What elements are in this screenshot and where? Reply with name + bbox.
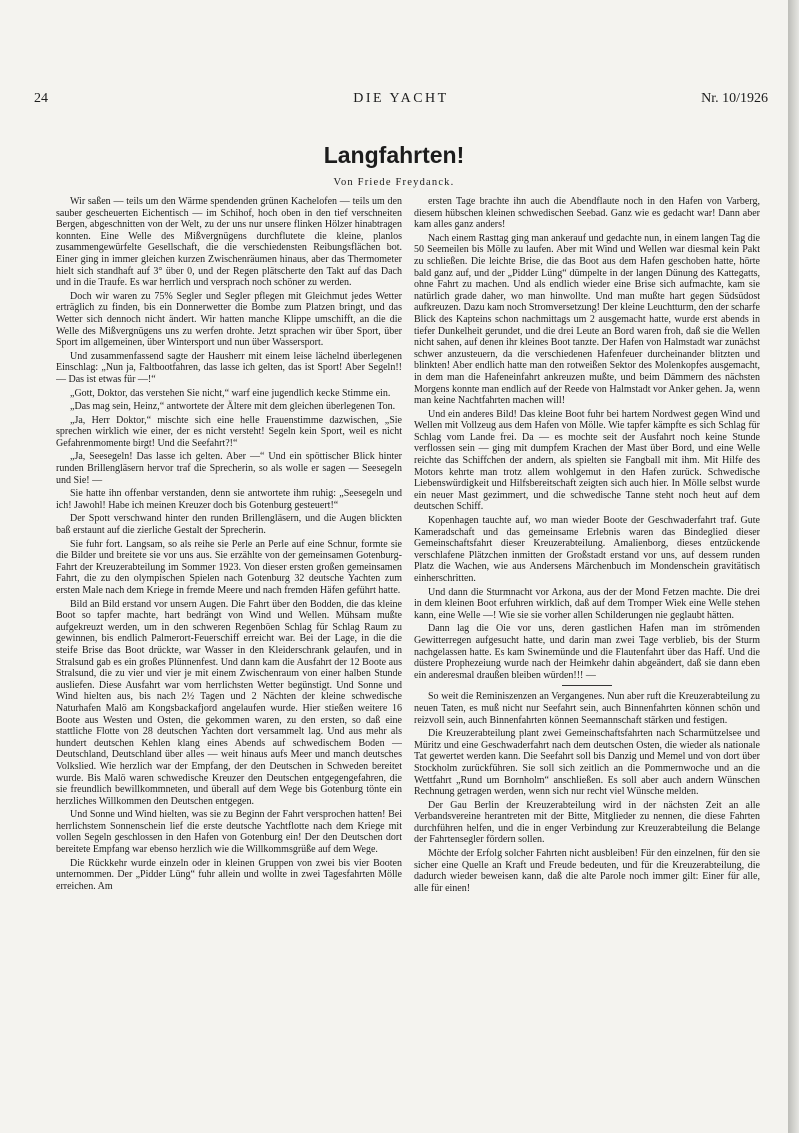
paragraph: Und zusammenfassend sagte der Hausherr mit einem leise lächelnd überlegenen Einschlag: „Nun ja, Faltbootfahren, das lasse ich gelten, das ist Sport! Aber Segeln!! — Das ist etwas für —!“: [56, 350, 402, 385]
page-header: [34, 91, 768, 111]
article-title: Langfahrten!: [323, 142, 465, 168]
page-number: 24: [34, 91, 48, 106]
paragraph: Wir saßen — teils um den Wärme spendenden grünen Kachelofen — teils um den sauber gescheuerten Eichentisch — im Schihof, hoch oben in den tief verschneiten Bergen, abgeschnitten von der Welt, zu der uns nur unsere flinken Hölzer hinabtragen konnten. Eine Welle des Mißvergnügens durchflutete die kleine, planlos zusammengewürfelte Gesellschaft, die die verschiedensten Reibungsflächen bot. Einer ging in immer gleichen kurzen Zwischenräumen hinaus, aber das Thermometer hielt sich standhaft auf 3° über 0, und der Regen plätscherte den Takt auf das Dach und in die Traufe. Es war herrlich und versprach noch schöner zu werden.: [56, 196, 402, 289]
paragraph: Und dann die Sturmnacht vor Arkona, aus der der Mond Fetzen machte. Die drei in dem kleinen Boot erfuhren wirklich, daß auf dem Tromper Wiek eine Welle stehen kann, eine Welle —! Wie sie sie vorher allen Schilderungen nie geglaubt hätten.: [414, 586, 760, 621]
issue-number: Nr. 10/1926: [701, 91, 768, 106]
paragraph: Die Rückkehr wurde einzeln oder in kleinen Gruppen von zwei bis vier Booten unternommen. Der „Pidder Lüng“ fuhr allein und wollte in zwei Tagesfahrten Mölle erreichen. Am: [56, 857, 402, 892]
paragraph: Und ein anderes Bild! Das kleine Boot fuhr bei hartem Nordwest gegen Wind und Wellen mit Vollzeug aus dem Hafen von Mölle. Wie tapfer kämpfte es sich Schlag für Schlag vom Lande frei. Da — es mochte seit der Ausfahrt noch keine Stunde verflossen sein — ging mit dumpfem Krachen der Mast über Bord, und eine Welle reichte das Schiffchen der andern, als spielten sie Fangball mit ihm. Mit Hilfe des Motors kehrte man trotz allem wohlgemut in den Hafen zurück. Schwedische Liebenswürdigkeit und Hilfsbereitschaft zeigten sich auch hier. In Mölle selbst wurde ein neuer Mast gezimmert, und die schwedische Tanne steht noch heut auf dem deutschen Schiff.: [414, 408, 760, 513]
article-byline: Von Friede Freydanck.: [333, 177, 455, 188]
paragraph: Der Gau Berlin der Kreuzerabteilung wird in der nächsten Zeit an alle Verbandsvereine herantreten mit der Bitte, Mitglieder zu nennen, die diese Fahrten durchführen helfen, und die in enger Verbindung zur Kreuzerabteilung die Belange der Fahrtensegler fördern sollen.: [414, 799, 760, 846]
paragraph: „Ja, Seesegeln! Das lasse ich gelten. Aber —“ Und ein spöttischer Blick hinter runden Brillengläsern hervor traf die Sprecherin, so als wolle er sagen — Seesegeln und Sie! —: [56, 451, 402, 486]
paragraph: „Ja, Herr Doktor,“ mischte sich eine helle Frauenstimme dazwischen, „Sie sprechen wirklich wie einer, der es nicht versteht! Segeln kein Sport, weil es nicht Gefahrenmomente birgt! Und die Seefahrt?!“: [56, 414, 402, 449]
paragraph: Bild an Bild erstand vor unsern Augen. Die Fahrt über den Bodden, die das kleine Boot so tapfer machte, hart bedrängt von Wind und Wellen. Mühsam mußte aufgekreuzt werden, um in den schweren Regenböen Schlag für Schlag Raum zu gewinnen, bis endlich Palmerort-Feuerschiff erreicht war. Bei der Lage, in die die steife Brise das Boot drückte, war Wasser in den Kleiderschrank gelaufen, und in Stralsund gab es ein großes Plünnenfest. Und dann kam die Ausfahrt der 12 Boote aus Stralsund, die zu vier und vier je mit einem Zwischenraum von einer halben Stunde ausliefen. Diese Ausfahrt war vom herrlichsten Wetter begünstigt. Und Sonne und Wind hielten aus, bis nach 2½ Tagen und 2 Nächten der kleine schwedische Naturhafen Malö am Kongsbackafjord angelaufen wurde. Hier stießen weitere 16 Boote aus Westen und Osten, die gekommen waren, zu den ersten, so daß eine stattliche Flotte von 28 deutschen Yachten dort versammelt lag. Und aus mehr als hundert deutschen Kehlen klang eines Abends auf schwedischem Boden — Deutschland, Deutschland über alles — weit hinaus aufs Meer und manch deutsches Volkslied. Wie herzlich war der Empfang, der den Deutschen in Schweden bereitet wurde. Bis Malö waren schwedische Kreuzer den Deutschen entgegengefahren, die sie freundlich bewillkommneten, und überall auf dem Wege bis Gotenburg tönte ein herzliches Willkommen den Deutschen entgegen.: [56, 598, 402, 807]
paragraph: ersten Tage brachte ihn auch die Abendflaute noch in den Hafen von Varberg, diesem hübschen kleinen schwedischen Seebad. Ganz wie es gedacht war! Dann aber kam alles ganz anders!: [414, 196, 760, 231]
paragraph: „Gott, Doktor, das verstehen Sie nicht,“ warf eine jugendlich kecke Stimme ein.: [70, 387, 391, 399]
paragraph: Doch wir waren zu 75% Segler und Segler pflegen mit Gleichmut jedes Wetter erträglich zu finden, bis ein Donnerwetter die Bombe zum Platzen bringt, und das Wetter sich dennoch nicht ändert. Wir hatten manche Klippe umschifft, an die die Welle des Mißvergnügens uns zu werfen drohte. Jetzt sprachen wir über Sport, über Sport im allgemeinen, über Wintersport und nun über Wassersport.: [56, 290, 402, 349]
paragraph: Der Spott verschwand hinter den runden Brillengläsern, und die Augen blickten baß erstaunt auf die zierliche Gestalt der Sprecherin.: [56, 513, 402, 537]
section-divider: [562, 685, 612, 686]
paragraph: Kopenhagen tauchte auf, wo man wieder Boote der Geschwaderfahrt traf. Gute Kameradschaft und das gemeinsame Erlebnis waren das Bindeglied dieser Gemeinschaftsfahrt dieser Kreuzerabteilung. Amalienborg, dieses entzückende verschlafene Plätzchen inmitten der Großstadt erstand vor uns, auf dessem runden Platz die Wachen, wie aus Andersens Märchenbuch im Mondenschein gravitätisch einherschritten.: [414, 515, 760, 584]
paragraph: „Das mag sein, Heinz,“ antwortete der Ältere mit dem gleichen überlegenen Ton.: [70, 401, 396, 413]
paragraph: Sie hatte ihn offenbar verstanden, denn sie antwortete ihm ruhig: „Seesegeln und ich! Jawohl! Habe ich meinen Kreuzer doch bis Gotenburg gesteuert!“: [56, 488, 402, 511]
paragraph: Dann lag die Oie vor uns, deren gastlichen Hafen man im strömenden Gewitterregen aufgesucht hatte, und darin man zwei Tage verblieb, bis der Sturm nachgelassen hatte. Es kam Swinemünde und die Flautenfahrt über das Haff. Und die düstere Prophezeiung wurde nach der Heimkehr dahin abgeändert, daß sie dann eben ein anderesmal draußen bleiben würden!!! —: [414, 623, 760, 681]
paragraph: So weit die Reminiszenzen an Vergangenes. Nun aber ruft die Kreuzerabteilung zu neuen Taten, es muß nicht nur Seefahrt sein, auch Binnenfahrten können schön und reizvoll sein, auch Binnenfahrten können Seemannschaft stärken und festigen.: [414, 691, 760, 726]
paragraph: Und Sonne und Wind hielten, was sie zu Beginn der Fahrt versprochen hatten! Bei herrlichstem Sonnenschein lief die erste deutsche Yachtflotte nach dem Kriege mit vollen Segeln geschlossen in den Hafen von Gotenburg ein! Der den Deutschen dort bereitete Empfang war ebenso herzlich wie die Willkommsgrüße auf dem Wege.: [56, 809, 402, 856]
magazine-title: DIE YACHT: [353, 91, 449, 106]
paragraph: Nach einem Rasttag ging man ankerauf und gedachte nun, in einem langen Tag die 50 Seemeilen bis Mölle zu laufen. Aber mit Wind und Wellen war diesmal kein Pakt zu schließen. Die leichte Brise, die das Boot aus dem Hafen geschoben hatte, hörte bald ganz auf, und der „Pidder Lüng“ dümpelte in der langen Dünung des Kattegatts, ohne Fahrt zu machen. Und als endlich wieder eine Brise sich aufmachte, kam sie natürlich grade daher, wo man hinwollte. Und man mußte hart gegen Südsüdost aufkreuzen. Dazu kam noch Stromversetzung! Der kleine Leuchtturm, den der scharfe Blick des Kapteins schon nachmittags um 2 ausgemacht hatte, wurde erst abends in tiefer Dunkelheit gerundet, und die drei Leute an Bord waren froh, daß sie die Wellen nicht sahen, auf denen ihr kleines Boot tanzte. Der Hafen von Halmstadt war zunächst schwer anzusteuern, da die verschiedenen Hafenfeuer durcheinander blitzten und blinkten! Aber endlich hatte man den rotweißen Sektor des Molenkopfes ausgemacht, in dem man die Hafeneinfahrt ankreuzen mußte, und beim Dämmern des nächsten Morgens konnte man endlich auf der Reede von Halmstadt vor Anker gehen. Ja, wenn man keine Nachtfahrten machen will!: [414, 232, 760, 407]
paragraph: Sie fuhr fort. Langsam, so als reihe sie Perle an Perle auf eine Schnur, formte sie die Bilder und breitete sie vor uns aus. Sie erzählte von der gemeinsamen Gotenburg-Fahrt der Kreuzerabteilung im Sommer 1923. Von dieser ersten großen gemeinsamen Fahrt, die zu den olympischen Spielen nach Gotenburg 32 deutsche Yachten zum ersten Male nach dem Kriege in fremde Meere und nach fremden Häfen geführt hatte.: [56, 538, 402, 596]
page-edge: [788, 0, 799, 1133]
left-column: [56, 196, 402, 1096]
right-column: [414, 196, 760, 1096]
paragraph: Möchte der Erfolg solcher Fahrten nicht ausbleiben! Für den einzelnen, für den sie sicher eine Quelle an Kraft und Freude bedeuten, und für die Kreuzerabteilung, die dadurch wieder beweisen kann, daß die alte Parole noch immer gilt: Einer für alle, alle für einen!: [414, 848, 760, 894]
paragraph: Die Kreuzerabteilung plant zwei Gemeinschaftsfahrten nach Scharmützelsee und Müritz und eine Geschwaderfahrt nach dem deutschen Osten, die wieder als nationale Tat gewertet werden kann. Die Seefahrt soll bis Danzig und Memel und von dort über Stockholm zurückführen. Sie soll sich zeitlich an die Pommernwoche und an die Wettfahrt „Rund um Bornholm“ anschließen. Es soll aber auch andern Wünschen Rechnung getragen werden, wenn sich nur recht viel Wünsche melden.: [414, 728, 760, 798]
